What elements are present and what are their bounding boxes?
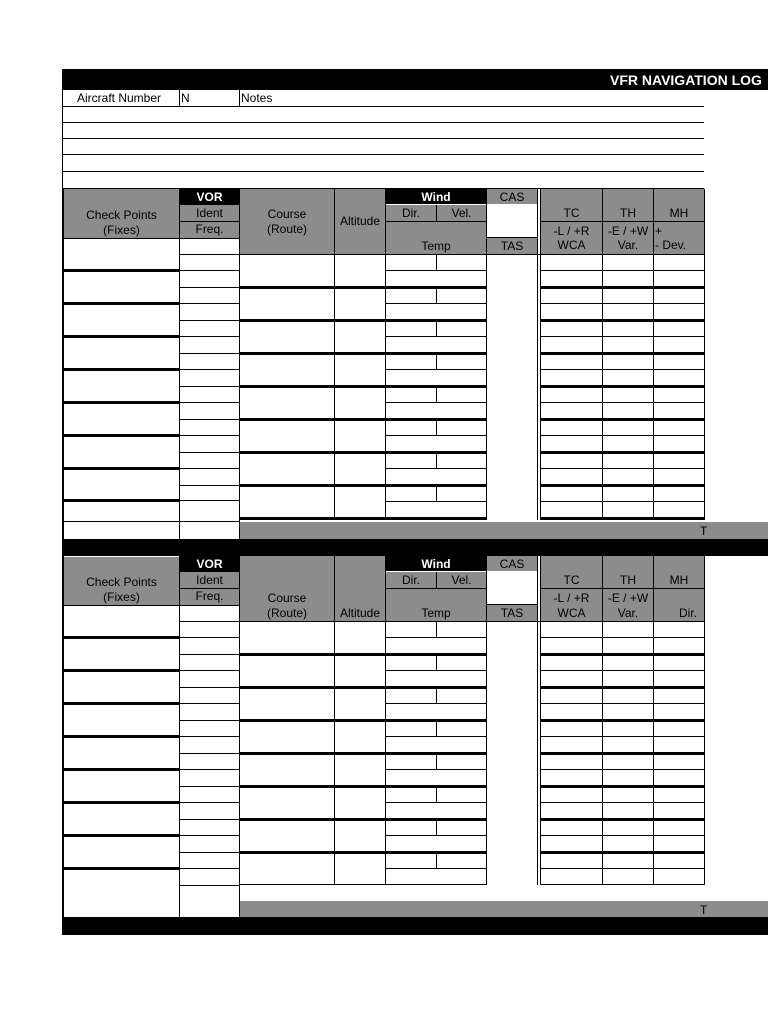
- wca-header: WCA: [557, 606, 586, 620]
- dir2-header: Dir.: [679, 606, 697, 620]
- tas-header: TAS: [500, 239, 524, 253]
- mh-header: MH: [669, 573, 689, 587]
- totals-bar-1: [240, 522, 768, 539]
- temp-header: Temp: [421, 606, 451, 620]
- lr-header: -L / +R: [553, 591, 590, 605]
- aircraft-number-field[interactable]: N: [181, 91, 190, 105]
- var-header: Var.: [617, 606, 639, 620]
- temp-header: Temp: [421, 239, 451, 253]
- wind-dir-header: Dir.: [402, 573, 420, 587]
- altitude-header: Altitude: [339, 606, 381, 620]
- plus-header: +: [655, 224, 663, 238]
- totals-bar-2: [240, 901, 768, 918]
- tc-header: TC: [563, 206, 580, 220]
- aircraft-number-label: Aircraft Number: [77, 91, 162, 105]
- altitude-header: Altitude: [339, 214, 381, 228]
- lr-header: -L / +R: [553, 224, 590, 238]
- fixes-header: (Fixes): [103, 590, 140, 604]
- totals-mark-1: T: [700, 524, 708, 538]
- route-header: (Route): [266, 222, 307, 236]
- wind-header: Wind: [421, 190, 451, 204]
- ident-header: Ident: [196, 573, 223, 587]
- tc-header: TC: [563, 573, 580, 587]
- ew-header: -E / +W: [607, 224, 649, 238]
- mh-header: MH: [669, 206, 689, 220]
- route-header: (Route): [266, 606, 307, 620]
- section-divider: [62, 539, 768, 556]
- course-header: Course: [267, 207, 307, 221]
- var-header: Var.: [617, 238, 639, 252]
- wind-header: Wind: [421, 557, 451, 571]
- freq-header: Freq.: [195, 589, 224, 603]
- wind-vel-header: Vel.: [451, 206, 472, 220]
- ident-header: Ident: [196, 206, 223, 220]
- th-header: TH: [620, 573, 636, 587]
- cas-header: CAS: [499, 190, 525, 204]
- wca-header: WCA: [557, 238, 586, 252]
- vor-header: VOR: [196, 557, 223, 571]
- notes-label: Notes: [241, 91, 273, 105]
- wind-dir-header: Dir.: [402, 206, 420, 220]
- totals-mark-2: T: [700, 903, 708, 917]
- wind-vel-header: Vel.: [451, 573, 472, 587]
- checkpoints-header: Check Points: [86, 208, 157, 222]
- footer-bar: [62, 917, 768, 935]
- fixes-header: (Fixes): [103, 223, 140, 237]
- vor-header: VOR: [196, 190, 223, 204]
- freq-header: Freq.: [195, 222, 224, 236]
- tas-header: TAS: [500, 606, 524, 620]
- dev-header: - Dev.: [655, 238, 687, 252]
- course-header: Course: [267, 591, 307, 605]
- cas-header: CAS: [499, 557, 525, 571]
- checkpoints-header: Check Points: [86, 575, 157, 589]
- page-title: VFR NAVIGATION LOG: [610, 72, 762, 88]
- ew-header: -E / +W: [607, 591, 649, 605]
- th-header: TH: [620, 206, 636, 220]
